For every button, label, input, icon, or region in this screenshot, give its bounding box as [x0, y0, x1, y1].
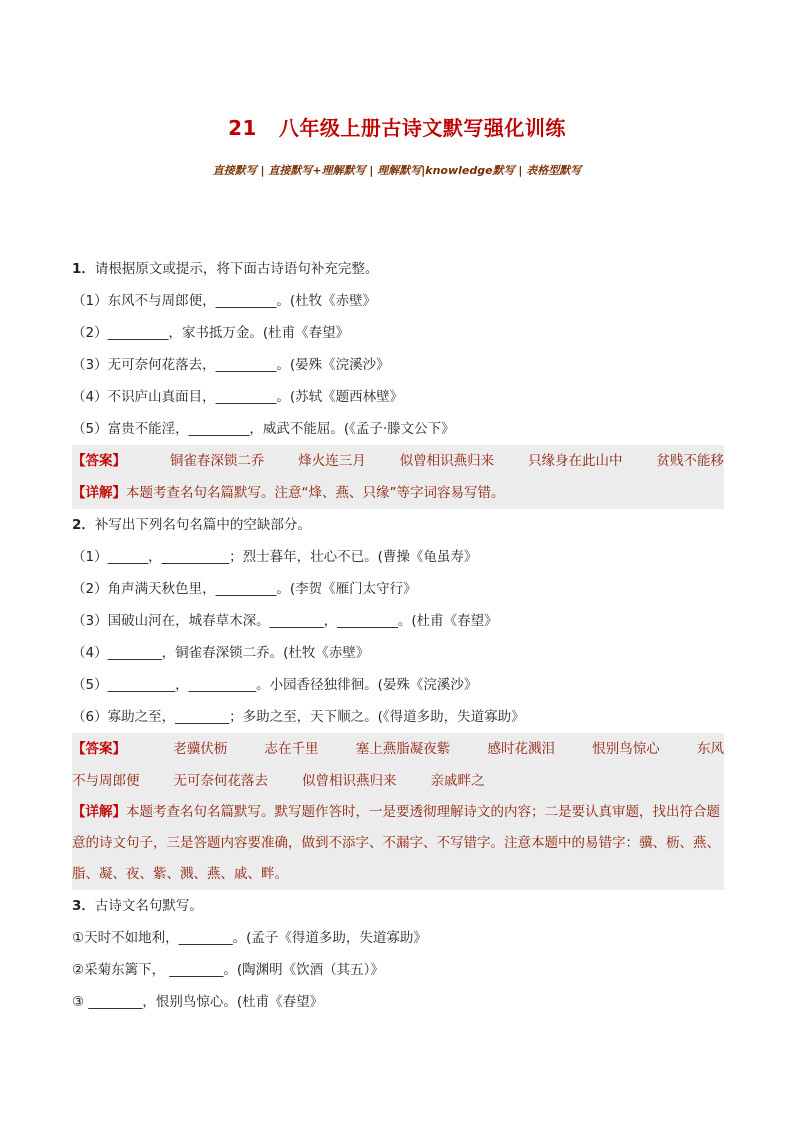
- answer-item: 只缘身在此山中: [528, 453, 623, 469]
- answer-item: 似曾相识燕归来: [399, 453, 495, 469]
- question-item: ③ ________，恨别鸟惊心。(杜甫《春望》: [72, 994, 324, 1010]
- chapter-title: 八年级上册古诗文默写强化训练: [278, 116, 566, 140]
- question-1-heading: 1．请根据原文或提示，将下面古诗语句补充完整。: [72, 261, 379, 277]
- answer-item: 志在千里: [264, 741, 319, 757]
- answer-item: 无可奈何花落去: [173, 773, 268, 789]
- answer-item: 感时花溅泪: [487, 741, 555, 757]
- answer-item: 亲戚畔之: [430, 773, 485, 789]
- answer-box-2: [72, 733, 724, 890]
- answer-item: 塞上燕脂凝夜紫: [355, 741, 451, 757]
- answer-item: 东风: [697, 741, 724, 757]
- question-item: （1）东风不与周郎便，_________。(杜牧《赤壁》: [72, 293, 377, 309]
- answer-item: 铜雀春深锁二乔: [169, 453, 265, 469]
- detail-tag: 【详解】: [72, 804, 126, 820]
- page-subtitle: 直接默写 | 直接默写+理解默写 | 理解默写|knowledge默写 | 表格型默写: [212, 164, 582, 177]
- answer-item: 贫贱不能移: [656, 453, 724, 469]
- answer-item: 不与周郎便: [72, 773, 140, 789]
- detail-text: 本题考查名句名篇默写。默写题作答时，一是要透彻理解诗文的内容；二是要认真审题，找出符合题意的诗文句子，三是答题内容要准确，做到不添字、不漏字、不写错字。注意本题中的易错字：骥、枥、燕、脂、凝、夜、紫、溅、燕、戚、畔。: [72, 804, 720, 882]
- detail-tag: 【详解】: [72, 485, 126, 501]
- question-item: （3）国破山河在，城春草木深。________，_________。(杜甫《春望》: [72, 613, 498, 629]
- question-3-heading: 3．古诗文名句默写。: [72, 898, 203, 914]
- chapter-number: 21: [228, 116, 257, 140]
- question-item: （5）富贵不能淫，_________，威武不能屈。(《孟子·滕文公下》: [72, 421, 455, 437]
- answer-item: 烽火连三月: [298, 453, 366, 469]
- question-item: （2）_________，家书抵万金。(杜甫《春望》: [72, 325, 350, 341]
- answer-line: [72, 445, 724, 477]
- answer-line: [72, 765, 724, 797]
- answer-tag: 【答案】: [72, 453, 126, 469]
- answer-box-1: [72, 445, 724, 509]
- question-item: （4）________，铜雀春深锁二乔。(杜牧《赤壁》: [72, 645, 370, 661]
- question-item: （6）寡助之至，________；多助之至，天下顺之。(《得道多助，失道寡助》: [72, 709, 525, 725]
- question-item: （3）无可奈何花落去，_________。(晏殊《浣溪沙》: [72, 357, 390, 373]
- question-2-heading: 2．补写出下列名句名篇中的空缺部分。: [72, 517, 311, 533]
- detail-line: [72, 477, 724, 509]
- answer-item: 恨别鸟惊心: [592, 741, 660, 757]
- question-item: （4）不识庐山真面目，_________。(苏轼《题西林壁》: [72, 389, 404, 405]
- answer-item: 老骥伏枥: [173, 741, 228, 757]
- answer-item: 似曾相识燕归来: [302, 773, 397, 789]
- question-item: ①天时不如地利，________。(孟子《得道多助，失道寡助》: [72, 930, 427, 946]
- detail-text: 本题考查名句名篇默写。注意“烽、燕、只缘”等字词容易写错。: [126, 485, 505, 501]
- question-item: （1）______，__________；烈士暮年，壮心不已。(曹操《龟虽寿》: [72, 549, 478, 565]
- detail-paragraph: [72, 797, 724, 890]
- question-item: （5）__________，__________。小园香径独徘徊。(晏殊《浣溪沙》: [72, 677, 478, 693]
- answer-tag: 【答案】: [72, 741, 126, 757]
- answer-line: [72, 733, 724, 765]
- question-item: ②采菊东篱下， ________。(陶渊明《饮酒（其五）》: [72, 962, 384, 978]
- question-item: （2）角声满天秋色里，_________。(李贺《雁门太守行》: [72, 581, 417, 597]
- document-body: [72, 253, 724, 1018]
- page-title: [0, 112, 794, 141]
